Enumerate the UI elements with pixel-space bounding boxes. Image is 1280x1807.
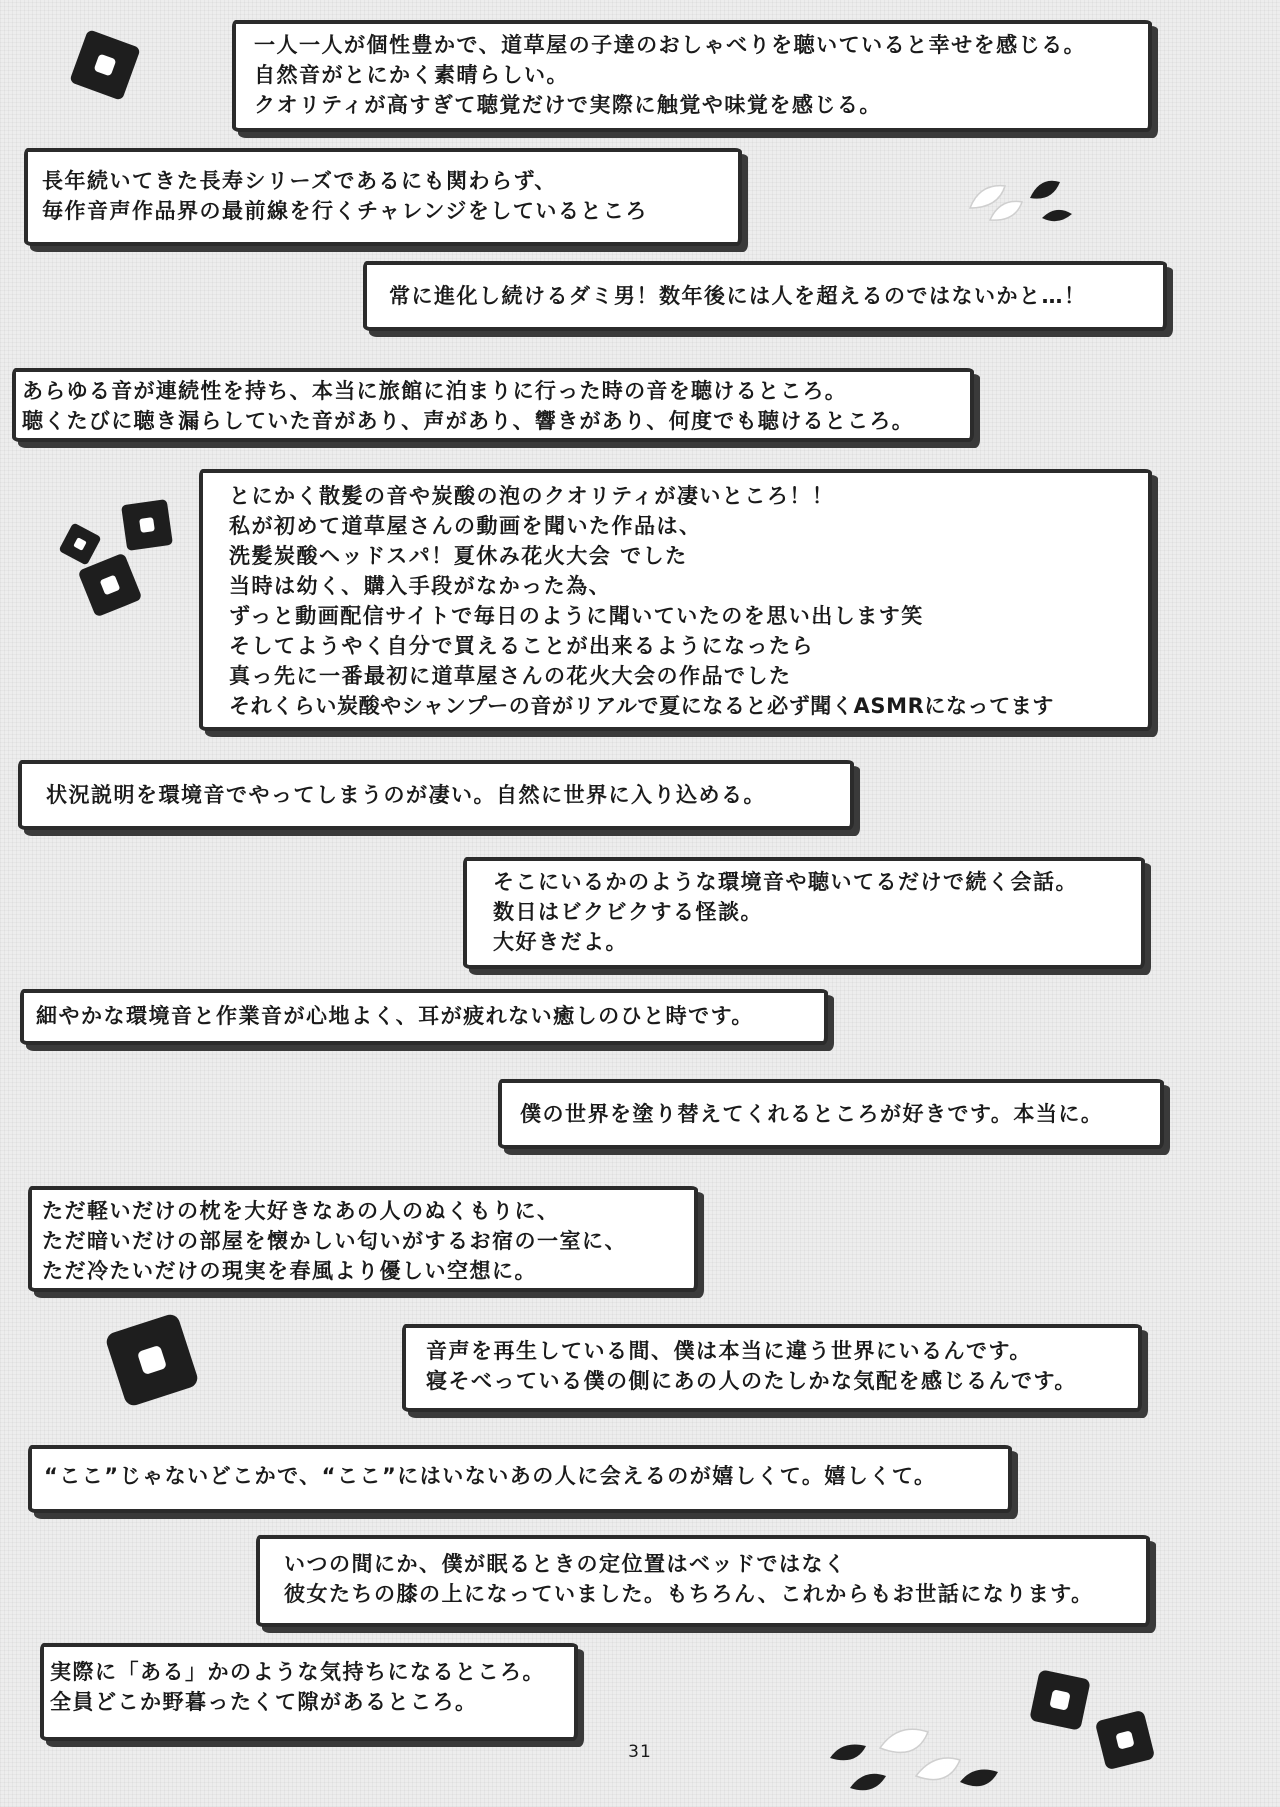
comment-line: 彼女たちの膝の上になっていました。もちろん、これからもお世話になります。 bbox=[284, 1582, 1094, 1606]
comment-box-14 bbox=[40, 1643, 578, 1741]
comment-box-5 bbox=[199, 469, 1152, 731]
comment-box-11 bbox=[402, 1324, 1142, 1412]
comment-box-2 bbox=[24, 148, 742, 246]
comment-box-6 bbox=[18, 760, 854, 830]
comment-box-10 bbox=[28, 1186, 698, 1292]
comment-line: 当時は幼く、購入手段がなかった為、 bbox=[229, 574, 612, 598]
comment-line: いつの間にか、僕が眠るときの定位置はベッドではなく bbox=[284, 1552, 847, 1576]
comment-box-8 bbox=[20, 989, 828, 1045]
comment-line: クオリティが高すぎて聴覚だけで実際に触覚や味覚を感じる。 bbox=[254, 93, 882, 117]
comment-line: そしてようやく自分で買えることが出来るようになったら bbox=[229, 634, 814, 658]
comment-box-12 bbox=[28, 1445, 1012, 1513]
comment-line: 聴くたびに聴き漏らしていた音があり、声があり、響きがあり、何度でも聴けるところ。 bbox=[22, 409, 914, 433]
comment-line: 数日はビクビクする怪談。 bbox=[493, 900, 763, 924]
comment-line: 毎作音声作品界の最前線を行くチャレンジをしているところ bbox=[42, 199, 648, 223]
comment-box-4 bbox=[12, 368, 974, 442]
diamond-icon bbox=[70, 545, 150, 625]
comment-line: そこにいるかのような環境音や聴いてるだけで続く会話。 bbox=[493, 870, 1078, 894]
comment-box-1 bbox=[232, 20, 1152, 132]
comment-line: 洗髪炭酸ヘッドスパ！夏休み花火大会 でした bbox=[229, 544, 688, 568]
comment-line: 一人一人が個性豊かで、道草屋の子達のおしゃべりを聴いていると幸せを感じる。 bbox=[254, 33, 1087, 57]
comment-box-9 bbox=[498, 1079, 1164, 1149]
comment-line: とにかく散髪の音や炭酸の泡のクオリティが凄いところ！！ bbox=[229, 484, 835, 508]
comment-box-3 bbox=[363, 261, 1167, 331]
comment-line: ただ軽いだけの枕を大好きなあの人のぬくもりに、 bbox=[42, 1199, 560, 1223]
comment-line: “ここ”じゃないどこかで、“ここ”にはいないあの人に会えるのが嬉しくて。嬉しくて。 bbox=[44, 1464, 937, 1488]
comment-line: 自然音がとにかく素晴らしい。 bbox=[254, 63, 569, 87]
comment-line: あらゆる音が連続性を持ち、本当に旅館に泊まりに行った時の音を聴けるところ。 bbox=[22, 379, 848, 403]
comment-line: 細やかな環境音と作業音が心地よく、耳が疲れない癒しのひと時です。 bbox=[36, 1004, 754, 1028]
comment-box-13 bbox=[256, 1535, 1150, 1627]
diamond-icon bbox=[60, 20, 150, 110]
comment-line: 私が初めて道草屋さんの動画を聞いた作品は、 bbox=[229, 514, 702, 538]
comment-line: 常に進化し続けるダミ男！数年後には人を超えるのではないかと…！ bbox=[389, 284, 1087, 308]
comment-line: 真っ先に一番最初に道草屋さんの花火大会の作品でした bbox=[229, 664, 792, 688]
comment-line: ただ冷たいだけの現実を春風より優しい空想に。 bbox=[42, 1259, 537, 1283]
comment-line: 全員どこか野暮ったくて隙があるところ。 bbox=[50, 1690, 478, 1714]
comment-line: 大好きだよ。 bbox=[493, 930, 628, 954]
leaf-icon bbox=[960, 168, 1080, 228]
comment-line: それくらい炭酸やシャンプーの音がリアルで夏になると必ず聞くASMRになってます bbox=[229, 694, 1054, 718]
comment-line: 状況説明を環境音でやってしまうのが凄い。自然に世界に入り込める。 bbox=[46, 783, 766, 807]
comment-line: ずっと動画配信サイトで毎日のように聞いていたのを思い出します笑 bbox=[229, 604, 924, 628]
leaf-icon bbox=[820, 1718, 1010, 1807]
page-number: 31 bbox=[628, 1742, 652, 1762]
comment-line: 長年続いてきた長寿シリーズであるにも関わらず、 bbox=[42, 169, 557, 193]
comment-line: 僕の世界を塗り替えてくれるところが好きです。本当に。 bbox=[520, 1102, 1104, 1126]
comment-line: ただ暗いだけの部屋を懐かしい匂いがするお宿の一室に、 bbox=[42, 1229, 627, 1253]
comment-line: 音声を再生している間、僕は本当に違う世界にいるんです。 bbox=[426, 1339, 1032, 1363]
comment-line: 実際に「ある」かのような気持ちになるところ。 bbox=[50, 1660, 545, 1684]
diamond-icon bbox=[1085, 1700, 1165, 1780]
diamond-icon bbox=[92, 1300, 212, 1420]
comment-line: 寝そべっている僕の側にあの人のたしかな気配を感じるんです。 bbox=[426, 1369, 1077, 1393]
comment-box-7 bbox=[463, 857, 1145, 969]
